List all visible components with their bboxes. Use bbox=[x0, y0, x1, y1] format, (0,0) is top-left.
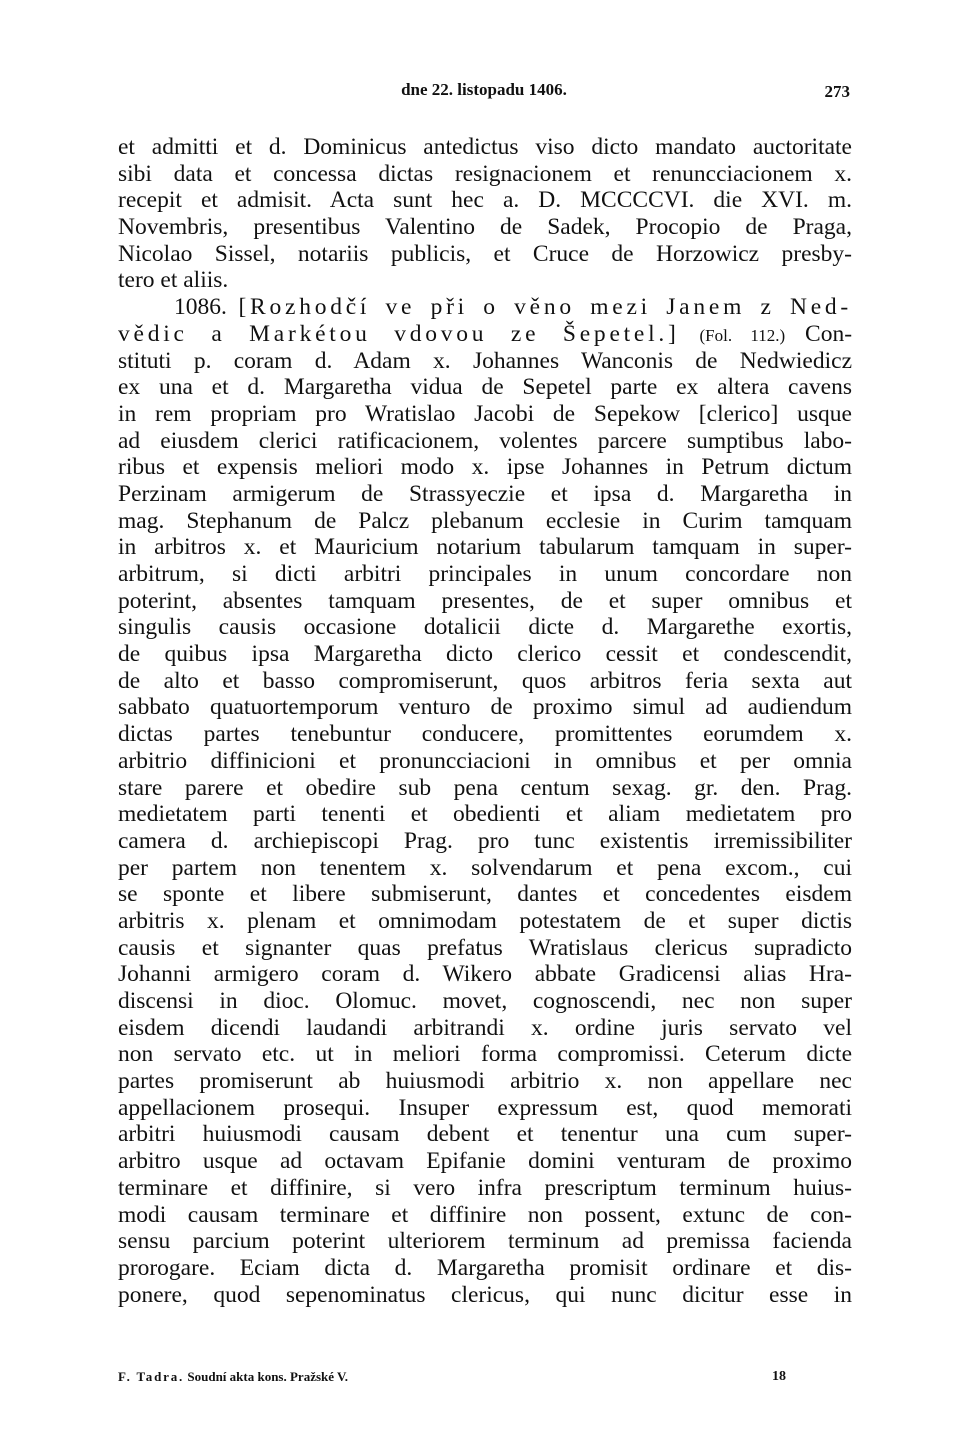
text-line: modi causam terminare et diffinire non possent, extunc de con- bbox=[118, 1201, 852, 1228]
text-line: sibi data et concessa dictas resignacionem et renuncciacionem x. bbox=[118, 160, 852, 187]
footer-work: Soudní akta kons. Pražské V. bbox=[187, 1369, 349, 1384]
text-line: ribus et expensis meliori modo x. ipse Johannes in Petrum dictum bbox=[118, 454, 852, 481]
text-line: de alto et basso compromiserunt, quos arbitros feria sexta aut bbox=[118, 667, 852, 694]
text-line: eisdem dicendi laudandi arbitrandi x. ordine juris servato vel bbox=[118, 1014, 852, 1041]
text-line: recepit et admisit. Acta sunt hec a. D. MCCCCVI. die XVI. m. bbox=[118, 187, 852, 214]
text-line: per partem non tenentem x. solvendarum et pena excom., cui bbox=[118, 854, 852, 881]
footer-author: F. Tadra. bbox=[118, 1369, 185, 1384]
entry-line-tail: Con- bbox=[805, 320, 853, 347]
text-line: poterint, absentes tamquam presentes, de et super omnibus et bbox=[118, 587, 852, 614]
page-number: 273 bbox=[824, 82, 850, 101]
text-line: camera d. archiepiscopi Prag. pro tunc existentis irremissibiliter bbox=[118, 827, 852, 854]
text-line: se sponte et libere submiserunt, dantes et concedentes eisdem bbox=[118, 881, 852, 908]
running-head bbox=[118, 80, 850, 104]
entry-heading-2: vědic a Markétou vdovou ze Šepetel.] bbox=[118, 320, 680, 347]
running-title: dne 22. listopadu 1406. bbox=[401, 80, 567, 99]
text-line: appellacionem prosequi. Insuper expressum est, quod memorati bbox=[118, 1094, 852, 1121]
text-line: ponere, quod sepenominatus clericus, qui nunc dicitur esse in bbox=[118, 1281, 852, 1308]
text-line: Nicolao Sissel, notariis publicis, et Cruce de Horzowicz presby- bbox=[118, 240, 852, 267]
text-line: et admitti et d. Dominicus antedictus viso dicto mandato auctoritate bbox=[118, 134, 852, 160]
text-line: Novembris, presentibus Valentino de Sadek, Procopio de Praga, bbox=[118, 214, 852, 241]
text-line: stare parere et obedire sub pena centum sexag. gr. den. Prag. bbox=[118, 774, 852, 801]
text-line: stituti p. coram d. Adam x. Johannes Wanconis de Nedwiedicz bbox=[118, 347, 852, 374]
text-line: tero et aliis. bbox=[118, 267, 229, 294]
text-line: de quibus ipsa Margaretha dicto clerico cessit et condescendit, bbox=[118, 641, 852, 668]
text-line: dictas partes tenebuntur conducere, promittentes eorumdem x. bbox=[118, 721, 852, 748]
text-line: ex una et d. Margaretha vidua de Sepetel parte ex altera cavens bbox=[118, 374, 852, 401]
text-line: singulis causis occasione dotalicii dicte d. Margarethe exortis, bbox=[118, 614, 852, 641]
text-line: in rem propriam pro Wratislao Jacobi de Sepekow [clerico] usque bbox=[118, 400, 852, 427]
text-line: arbitrum, si dicti arbitri principales in unum concordare non bbox=[118, 561, 852, 587]
text-line: prorogare. Eciam dicta d. Margaretha promisit ordinare et dis- bbox=[118, 1254, 852, 1281]
body-text bbox=[118, 134, 852, 1308]
text-line: medietatem parti tenenti et obedienti et aliam medietatem pro bbox=[118, 801, 852, 828]
text-line: partes promiserunt ab huiusmodi arbitrio x. non appellare nec bbox=[118, 1068, 852, 1095]
text-line: mag. Stephanum de Palcz plebanum ecclesie in Curim tamquam bbox=[118, 507, 852, 534]
text-line: arbitrio diffinicioni et pronuncciacioni in omnibus et per omnia bbox=[118, 747, 852, 774]
text-line: Perzinam armigerum de Strassyeczie et ipsa d. Margaretha in bbox=[118, 480, 852, 507]
page-footer bbox=[118, 1369, 786, 1393]
footer-credit bbox=[118, 1369, 348, 1385]
text-line: non servato etc. ut in meliori forma compromissi. Ceterum dicte bbox=[118, 1041, 852, 1068]
text-line: Johanni armigero coram d. Wikero abbate Gradicensi alias Hra- bbox=[118, 961, 852, 988]
folio-reference: (Fol. 112.) bbox=[699, 325, 786, 345]
entry-heading-line bbox=[118, 294, 852, 321]
text-line: arbitro usque ad octavam Epifanie domini venturam de proximo bbox=[118, 1148, 852, 1175]
text-line: terminare et diffinire, si vero infra prescriptum terminum huius- bbox=[118, 1174, 852, 1201]
entry-number: 1086. bbox=[174, 294, 227, 321]
text-line: discensi in dioc. Olomuc. movet, cognoscendi, nec non super bbox=[118, 988, 852, 1014]
text-line: causis et signanter quas prefatus Wratislaus clericus supradicto bbox=[118, 934, 852, 961]
text-line: arbitri huiusmodi causam debent et tenentur una cum super- bbox=[118, 1121, 852, 1148]
text-line: ad eiusdem clerici ratificacionem, volentes parcere sumptibus labo- bbox=[118, 427, 852, 454]
entry-heading-line bbox=[118, 321, 852, 348]
text-line: in arbitros x. et Mauricium notarium tabularum tamquam in super- bbox=[118, 534, 852, 561]
text-line: sensu parcium poterint ulteriorem terminum ad premissa facienda bbox=[118, 1228, 852, 1255]
text-line: sabbato quatuortemporum venturo de proximo simul ad audiendum bbox=[118, 694, 852, 721]
signature-mark: 18 bbox=[772, 1369, 786, 1384]
entry-heading-1: [Rozhodčí ve při o věno mezi Janem z Ned- bbox=[238, 294, 852, 321]
text-line: arbitris x. plenam et omnimodam potestatem de et super dictis bbox=[118, 907, 852, 934]
